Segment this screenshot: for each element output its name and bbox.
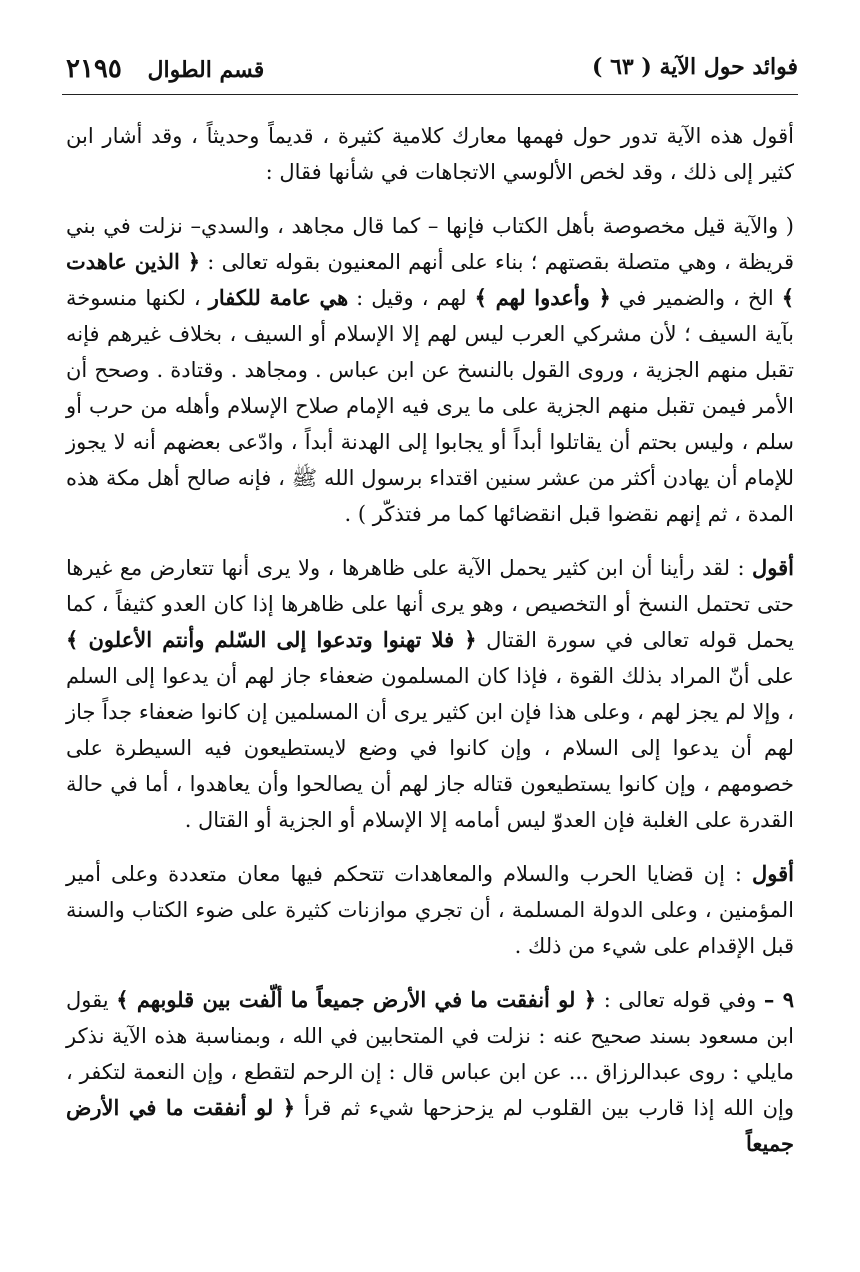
quran-quote: ﴿ فلا تهنوا وتدعوا إلى السّلم وأنتم الأعلون ﴾ [66,627,477,652]
quran-quote: ﴿ الذين عاهدت ﴾ [66,249,794,310]
paragraph-quote [66,208,794,532]
text-run: : لقد رأينا أن ابن كثير يحمل الآية على ظاهرها ، ولا يرى أنها تتعارض مع غيرها حتى تحتمل النسخ أو التخصيص ، وهو يرى أنها على ظاهرها إذا كان العدو كثيفاً ، كما يحمل قوله تعالى في سورة القتال [66,556,795,652]
bold-text: أقول [752,555,794,580]
paragraph-comment-2 [66,856,794,964]
quran-quote: ﴿ لو أنفقت ما في الأرض جميعاً [66,1095,794,1156]
text-run: : إن قضايا الحرب والسلام والمعاهدات تتحكم فيها معان متعددة وعلى أمير المؤمنين ، وعلى الدولة المسلمة ، أن تجري موازنات كثيرة على ضوء الكتاب والسنة قبل الإقدام على شيء من ذلك . [66,862,794,958]
header-section-label: قسم الطوال [147,57,265,83]
header-section [66,54,264,84]
text-run: وفي قوله تعالى : [596,988,764,1012]
text-run: على أنّ المراد بذلك القوة ، فإذا كان المسلمون ضعفاء جاز لهم أن يدعوا إلى السلم ، وإلا لم يجز لهم ، وعلى هذا فإن ابن كثير يرى أن المسلمين إن كانوا ضعفاء جداً جاز لهم أن يدعوا إلى السلام ، وإن كانوا في وضع لايستطيعون فيه السيطرة على خصومهم ، وإن كانوا يستطيعون قتاله جاز لهم أن يصالحوا وأن يعاهدوا ، أما في حالة القدرة على الغلبة فإن العدوّ ليس أمامه إلا الإسلام أو الجزية أو القتال . [66,664,795,832]
paragraph-comment-1 [66,550,794,838]
header-divider [62,94,798,95]
quran-quote: ﴿ وأعدوا لهم ﴾ [474,285,611,310]
paragraph-point-9 [66,982,794,1162]
bold-text: ٩ – [763,987,794,1012]
running-header [66,52,798,90]
text-run: ( والآية قيل مخصوصة بأهل الكتاب فإنها – كما قال مجاهد ، والسدي– نزلت في بني قريظة ، وهي متصلة بقصتهم ؛ بناء على أنهم المعنيون بقوله تعالى : [66,214,794,274]
page-number: ٢١٩٥ [66,54,122,84]
text-run: لهم ، وقيل : [348,286,475,310]
bold-text: هي عامة للكفار [208,285,349,310]
bold-text: أقول [752,861,794,886]
paragraph-intro: أقول هذه الآية تدور حول فهمها معارك كلامية كثيرة ، قديماً وحديثاً ، وقد أشار ابن كثير إلى ذلك ، وقد لخص الألوسي الاتجاهات في شأنها فقال : [66,124,794,184]
text-run: يقول ابن مسعود بسند صحيح عنه : نزلت في المتحابين في الله ، وبمناسبة هذه الآية نذكر مايلي : روى عبدالرزاق ... عن ابن عباس قال : إن الرحم لتقطع ، وإن النعمة لتكفر ، وإن الله إذا قارب بين القلوب لم يزحزحها شيء ثم قرأ [66,988,795,1120]
quran-quote: ﴿ لو أنفقت ما في الأرض جميعاً ما ألّفت بين قلوبهم ﴾ [116,987,597,1012]
header-title: فوائد حول الآية ( ٦٣ ) [592,54,798,80]
body-text [66,118,794,1172]
text-run: ، لكنها منسوخة بآية السيف ؛ لأن مشركي العرب ليس لهم إلا الإسلام أو السيف ، بخلاف غيرهم فإنه تقبل منهم الجزية ، وروى القول بالنسخ عن ابن عباس . ومجاهد . وقتادة . وصحح أن الأمر فيمن تقبل منهم الجزية على ما يرى فيه الإمام صلاح الإسلام وأهله من حرب أو سلم ، وليس بحتم أن يقاتلوا أبداً أو يجابوا إلى الهدنة أبداً ، وادّعى بعضهم أنه لا يجوز للإمام أن يهادن أكثر من عشر سنين اقتداء برسول الله ﷺ ، فإنه صالح أهل مكة هذه المدة ، ثم إنهم نقضوا قبل انقضائها كما مر فتذكّر ) . [66,286,794,526]
text-run: الخ ، والضمير في [610,286,782,310]
